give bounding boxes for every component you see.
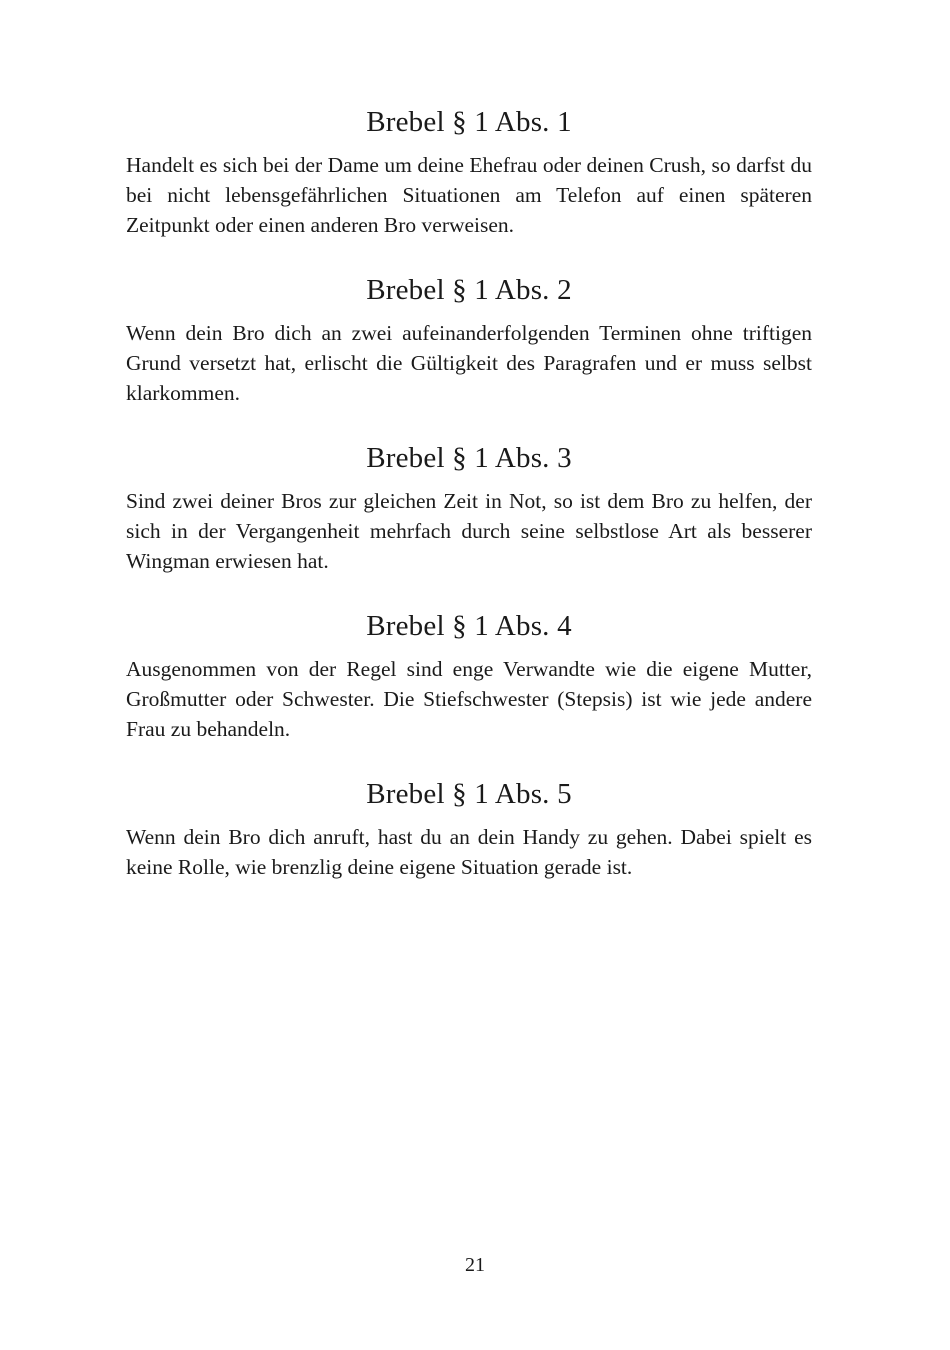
section-paragraph: Wenn dein Bro dich anruft, hast du an dein Handy zu gehen. Dabei spielt es keine Rolle, wie brenzlig deine eigene Situation gerade ist. bbox=[126, 825, 812, 879]
section-heading: Brebel § 1 Abs. 2 bbox=[366, 274, 572, 306]
page-number: 21 bbox=[465, 1254, 485, 1276]
section-abs-3 bbox=[126, 436, 812, 576]
section-abs-2 bbox=[126, 268, 812, 408]
section-paragraph: Sind zwei deiner Bros zur gleichen Zeit in Not, so ist dem Bro zu helfen, der sich in der Vergangenheit mehrfach durch seine selbstlose Art als besserer Wingman erwiesen hat. bbox=[126, 489, 812, 573]
page-content bbox=[126, 100, 812, 882]
section-heading: Brebel § 1 Abs. 4 bbox=[366, 610, 572, 642]
section-paragraph: Wenn dein Bro dich an zwei aufeinanderfolgenden Terminen ohne triftigen Grund versetzt hat, erlischt die Gültigkeit des Paragrafen und er muss selbst klarkommen. bbox=[126, 321, 812, 405]
section-abs-4 bbox=[126, 604, 812, 744]
section-heading: Brebel § 1 Abs. 1 bbox=[366, 106, 572, 138]
section-abs-5 bbox=[126, 772, 812, 882]
section-paragraph: Ausgenommen von der Regel sind enge Verwandte wie die eigene Mutter, Großmutter oder Schwester. Die Stiefschwester (Stepsis) ist wie jede andere Frau zu behandeln. bbox=[126, 657, 812, 741]
section-heading: Brebel § 1 Abs. 5 bbox=[366, 778, 572, 810]
section-heading: Brebel § 1 Abs. 3 bbox=[366, 442, 572, 474]
section-abs-1 bbox=[126, 100, 812, 240]
section-paragraph: Handelt es sich bei der Dame um deine Ehefrau oder deinen Crush, so darfst du bei nicht lebensgefährlichen Situationen am Telefon auf einen späteren Zeitpunkt oder einen anderen Bro verweisen. bbox=[126, 153, 812, 237]
